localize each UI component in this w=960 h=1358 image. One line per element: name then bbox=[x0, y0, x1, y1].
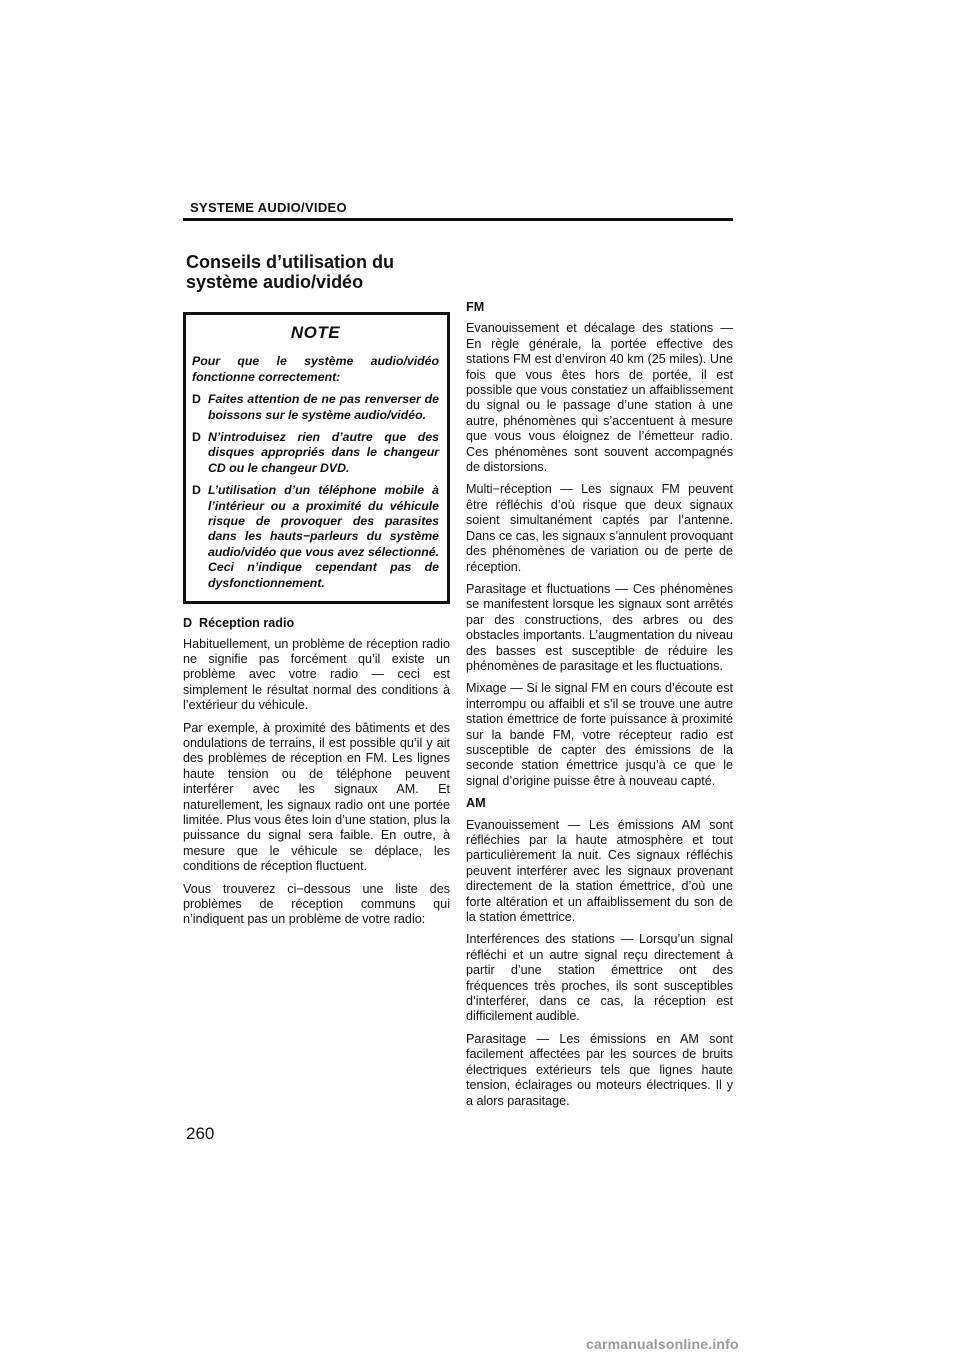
note-intro: Pour que le système audio/vidéo fonctionne correctement: bbox=[192, 354, 439, 384]
heading-text: Réception radio bbox=[199, 616, 295, 631]
right-column bbox=[466, 300, 733, 1116]
bullet-marker: D bbox=[192, 483, 201, 498]
note-list bbox=[192, 392, 439, 591]
note-item bbox=[192, 392, 439, 423]
watermark: carmanualsonline.info bbox=[586, 1336, 739, 1352]
paragraph: Parasitage — Les émissions en AM sont facilement affectées par les sources de bruits électriques extérieurs tels que lignes haute tension, éclairages ou moteurs électriques. Il y a alors parasitage. bbox=[466, 1031, 733, 1108]
bullet-marker: D bbox=[192, 392, 201, 407]
paragraph: Evanouissement et décalage des stations — En règle générale, la portée effective des stations FM est d’environ 40 km (25 miles). Une fois que vous êtes hors de portée, il est possible que vous constatiez un affaiblissement du signal ou le passage d’une station à une autre, phénomènes qui s’accentuent à mesure que vous vous éloignez de l’émetteur radio. Ces phénomènes sont souvent accompagnés de distorsions. bbox=[466, 321, 733, 475]
running-header: SYSTEME AUDIO/VIDEO bbox=[190, 200, 347, 215]
paragraph: Parasitage et fluctuations — Ces phénomènes se manifestent lorsque les signaux sont arrêtés par des constructions, des arbres ou des obstacles importants. L’augmentation du niveau des basses est susceptible de réduire les phénomènes de parasitage et les fluctuations. bbox=[466, 581, 733, 673]
bullet-marker: D bbox=[183, 616, 193, 631]
note-item bbox=[192, 430, 439, 476]
paragraph: Par exemple, à proximité des bâtiments et des ondulations de terrains, il est possible qu’il y ait des problèmes de réception en FM. Les lignes haute tension ou de téléphone peuvent interférer avec les signaux AM. Et naturellement, les signaux radio ont une portée limitée. Plus vous êtes loin d’une station, plus la puissance du signal sera faible. En outre, à mesure que le véhicule se déplace, les conditions de réception fluctuent. bbox=[183, 720, 450, 874]
paragraph: Evanouissement — Les émissions AM sont réfléchies par la haute atmosphère et tout particulièrement la nuit. Ces signaux réfléchis peuvent interférer avec les signaux provenant directement de la station émettrice, d’où une forte altération et un affaiblissement du son de la station émettrice. bbox=[466, 817, 733, 925]
page-number: 260 bbox=[186, 1124, 215, 1143]
header-rule bbox=[183, 218, 733, 221]
note-item-text: N’introduisez rien d’autre que des disques appropriés dans le changeur CD ou le changeur DVD. bbox=[208, 430, 439, 475]
note-item-text: Faites attention de ne pas renverser de boissons sur le système audio/vidéo. bbox=[208, 392, 439, 422]
paragraph: Vous trouverez ci−dessous une liste des problèmes de réception communs qui n’indiquent pas un problème de votre radio: bbox=[183, 881, 450, 927]
bullet-marker: D bbox=[192, 430, 201, 445]
note-title: NOTE bbox=[290, 323, 341, 342]
paragraph: Interférences des stations — Lorsqu’un signal réfléchi et un autre signal reçu directement à partir d’une station émettrice ont des fréquences très proches, ils sont susceptibles d’interférer, dans ce cas, la réception est difficilement audible. bbox=[466, 932, 733, 1024]
paragraph: Habituellement, un problème de réception radio ne signifie pas forcément qu’il existe un problème avec votre radio — ceci est simplement le résultat normal des conditions à l’extérieur du véhicule. bbox=[183, 636, 450, 713]
left-column bbox=[183, 312, 450, 935]
note-box bbox=[183, 312, 450, 604]
section-title bbox=[186, 252, 466, 292]
paragraph: Multi−réception — Les signaux FM peuvent être réfléchis d’où risque que deux signaux soient simultanément captés par l’antenne. Dans ce cas, les signaux s’annulent provoquant des phénomènes de variation ou de perte de réception. bbox=[466, 482, 733, 574]
section-title-line-1: Conseils d’utilisation du bbox=[186, 252, 395, 272]
section-title-line-2: système audio/vidéo bbox=[186, 272, 364, 292]
fm-heading: FM bbox=[466, 300, 485, 314]
note-item-text: L’utilisation d’un téléphone mobile à l’intérieur ou a proximité du véhicule risque de provoquer des parasites dans les hauts−parleurs du système audio/vidéo que vous avez sélectionné. Ceci n’indique cependant pas de dysfonctionnement. bbox=[208, 483, 439, 590]
note-item bbox=[192, 483, 439, 591]
paragraph: Mixage — Si le signal FM en cours d’écoute est interrompu ou affaibli et s’il se trouve une autre station émettrice de forte puissance à proximité sur la bande FM, votre récepteur radio est susceptible de capter des émissions de la seconde station émettrice jusqu’à ce que le signal d’origine puisse être à nouveau capté. bbox=[466, 681, 733, 788]
radio-reception-heading bbox=[183, 616, 450, 631]
am-heading: AM bbox=[466, 796, 486, 811]
note-body bbox=[192, 354, 439, 591]
